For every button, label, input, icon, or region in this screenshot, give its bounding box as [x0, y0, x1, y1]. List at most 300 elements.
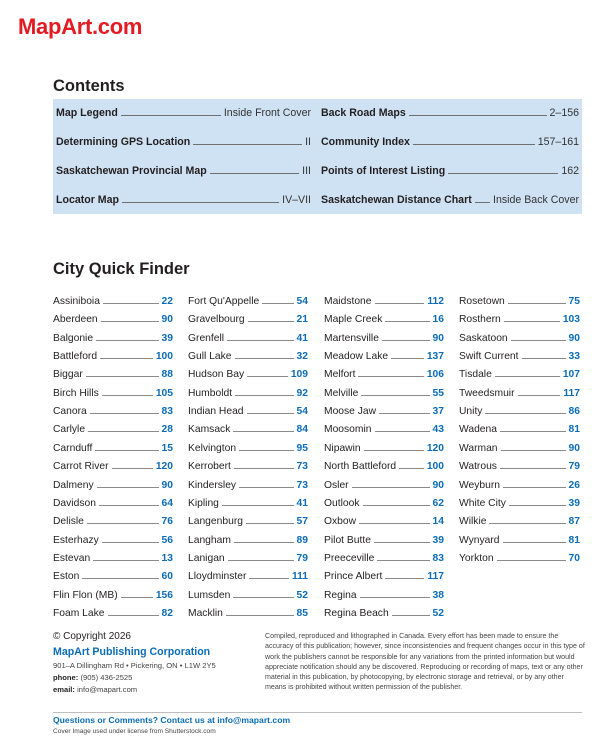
toc-entry[interactable]: [321, 190, 579, 206]
toc-label: Map Legend: [56, 107, 118, 119]
city-name: Lloydminster: [188, 571, 247, 583]
city-name: Nipawin: [324, 442, 361, 454]
leader-line: [448, 173, 558, 174]
city-page-number: 83: [432, 552, 444, 564]
email-address[interactable]: info@mapart.com: [77, 685, 138, 694]
city-entry[interactable]: [324, 601, 444, 619]
city-name: Wadena: [459, 424, 497, 436]
city-name: Moosomin: [324, 424, 372, 436]
leader-line: [121, 597, 153, 598]
city-name: Oxbow: [324, 516, 357, 528]
city-entry[interactable]: [188, 564, 308, 582]
leader-line: [385, 578, 424, 579]
city-page-number: 107: [562, 369, 580, 381]
city-name: Moose Jaw: [324, 406, 377, 418]
city-page-number: 73: [296, 479, 308, 491]
city-name: Flin Flon (MB): [53, 589, 118, 601]
phone-number: (905) 436-2525: [80, 673, 133, 682]
city-entry[interactable]: [188, 491, 308, 509]
leader-line: [97, 487, 159, 488]
city-entry[interactable]: [188, 344, 308, 362]
city-entry[interactable]: [188, 509, 308, 527]
leader-line: [377, 560, 429, 561]
toc-label: Determining GPS Location: [56, 136, 191, 148]
leader-line: [235, 395, 293, 396]
leader-line: [228, 560, 294, 561]
city-page-number: 21: [296, 314, 308, 326]
leader-line: [246, 523, 294, 524]
city-entry[interactable]: [324, 564, 444, 582]
city-entry[interactable]: [324, 344, 444, 362]
city-entry[interactable]: [324, 307, 444, 325]
city-page-number: 85: [296, 607, 308, 619]
city-entry[interactable]: [324, 454, 444, 472]
city-name: Fort Qu'Appelle: [188, 296, 260, 307]
city-page-number: 100: [426, 461, 444, 473]
leader-line: [227, 340, 293, 341]
city-name: Kamsack: [188, 424, 231, 436]
city-entry[interactable]: [459, 546, 580, 564]
city-entry[interactable]: [53, 509, 173, 527]
city-name: Grenfell: [188, 332, 225, 344]
leader-line: [96, 340, 158, 341]
city-entry[interactable]: [459, 399, 580, 417]
city-name: Regina: [324, 589, 357, 601]
city-entry[interactable]: [53, 491, 173, 509]
city-page-number: 87: [568, 516, 580, 528]
city-page-number: 95: [296, 442, 308, 454]
city-entry[interactable]: [188, 436, 308, 454]
city-name: Langham: [188, 534, 231, 546]
leader-line: [509, 505, 566, 506]
city-page-number: 75: [568, 296, 580, 307]
city-page-number: 57: [296, 516, 308, 528]
email-label: email:: [53, 685, 75, 694]
city-entry[interactable]: [188, 473, 308, 491]
city-name: Carrot River: [53, 461, 109, 473]
city-name: Battleford: [53, 351, 98, 363]
city-name: Melville: [324, 387, 359, 399]
city-name: Prince Albert: [324, 571, 383, 583]
toc-page-ref: Inside Front Cover: [223, 107, 311, 119]
city-page-number: 37: [432, 406, 444, 418]
city-page-number: 70: [568, 552, 580, 564]
city-name: Weyburn: [459, 479, 501, 491]
city-entry[interactable]: [188, 362, 308, 380]
leader-line: [392, 615, 430, 616]
leader-line: [226, 615, 294, 616]
city-entry[interactable]: [324, 473, 444, 491]
contact-link[interactable]: Questions or Comments? Contact us at info@mapart.com: [53, 715, 291, 725]
city-name: Biggar: [53, 369, 83, 381]
city-name: Warman: [459, 442, 498, 454]
leader-line: [361, 395, 429, 396]
city-page-number: 62: [432, 497, 444, 509]
leader-line: [233, 431, 293, 432]
city-entry[interactable]: [459, 454, 580, 472]
leader-line: [239, 487, 293, 488]
city-entry[interactable]: [459, 436, 580, 454]
legal-notice: Compiled, reproduced and lithographed in Canada. Every effort has been made to ensure the accuracy of this publication; however, since inconsistencies and frequent changes occur in this type of work the publishers cannot be responsible for any variations from the printed information but would appreciate notification should any be discovered. Reproducing or recording of maps, text or any other material in this publication, by photocopying, by electronic storage and retrieval, or by any other means is prohibited without written permission of the publisher.: [265, 632, 585, 692]
city-entry[interactable]: [188, 528, 308, 546]
city-name: Indian Head: [188, 406, 244, 418]
leader-line: [210, 173, 299, 174]
city-name: Meadow Lake: [324, 351, 389, 363]
city-page-number: 83: [161, 406, 173, 418]
leader-line: [248, 321, 294, 322]
leader-line: [379, 413, 429, 414]
leader-line: [234, 542, 294, 543]
city-page-number: 106: [426, 369, 444, 381]
city-name: Langenburg: [188, 516, 243, 528]
leader-line: [363, 505, 430, 506]
city-name: Wilkie: [459, 516, 487, 528]
leader-line: [485, 413, 565, 414]
city-page-number: 92: [296, 387, 308, 399]
city-name: Canora: [53, 406, 87, 418]
city-entry[interactable]: [459, 528, 580, 546]
city-name: Wynyard: [459, 534, 500, 546]
contents-heading: Contents: [53, 77, 125, 95]
city-entry[interactable]: [53, 546, 173, 564]
city-page-number: 103: [562, 314, 580, 326]
city-entry[interactable]: [188, 381, 308, 399]
leader-line: [503, 542, 566, 543]
city-entry[interactable]: [324, 436, 444, 454]
leader-line: [90, 413, 159, 414]
toc-entry[interactable]: [56, 161, 311, 177]
city-name: Lanigan: [188, 552, 225, 564]
city-page-number: 120: [155, 461, 173, 473]
city-page-number: 33: [568, 351, 580, 363]
city-page-number: 52: [296, 589, 308, 601]
leader-line: [247, 413, 294, 414]
city-page-number: 105: [155, 387, 173, 399]
leader-line: [495, 376, 560, 377]
footer-divider: [53, 712, 582, 713]
city-page-number: 82: [161, 607, 173, 619]
city-name: Foam Lake: [53, 607, 105, 619]
city-page-number: 39: [161, 332, 173, 344]
leader-line: [382, 340, 430, 341]
leader-line: [88, 431, 158, 432]
city-name: Gull Lake: [188, 351, 232, 363]
mapart-logo[interactable]: MapArt.com: [18, 14, 143, 39]
city-name: Dalmeny: [53, 479, 94, 491]
city-page-number: 100: [155, 351, 173, 363]
city-name: Watrous: [459, 461, 497, 473]
city-entry[interactable]: [324, 289, 444, 307]
city-page-number: 90: [161, 479, 173, 491]
city-page-number: 14: [432, 516, 444, 528]
toc-entry[interactable]: [56, 103, 311, 119]
city-entry[interactable]: [459, 326, 580, 344]
city-page-number: 54: [296, 296, 308, 307]
toc-label: Saskatchewan Distance Chart: [321, 194, 472, 206]
leader-line: [409, 115, 547, 116]
city-entry[interactable]: [53, 417, 173, 435]
toc-label: Saskatchewan Provincial Map: [56, 165, 207, 177]
city-entry[interactable]: [53, 583, 173, 601]
leader-line: [374, 542, 430, 543]
city-page-number: 88: [161, 369, 173, 381]
city-page-number: 16: [432, 314, 444, 326]
publisher-email: [53, 685, 137, 694]
toc-label: Back Road Maps: [321, 107, 406, 119]
city-entry[interactable]: [188, 454, 308, 472]
leader-line: [375, 431, 430, 432]
leader-line: [86, 376, 159, 377]
city-entry[interactable]: [324, 417, 444, 435]
toc-entry[interactable]: [56, 190, 311, 206]
leader-line: [239, 450, 293, 451]
city-name: Gravelbourg: [188, 314, 245, 326]
city-page-number: 90: [432, 479, 444, 491]
city-page-number: 117: [563, 387, 580, 399]
leader-line: [375, 303, 425, 304]
city-page-number: 111: [291, 571, 308, 583]
city-name: Maidstone: [324, 296, 372, 307]
city-quick-finder-heading: City Quick Finder: [53, 260, 190, 278]
city-entry[interactable]: [459, 289, 580, 307]
leader-line: [87, 523, 159, 524]
leader-line: [413, 144, 535, 145]
city-name: Esterhazy: [53, 534, 99, 546]
city-page-number: 81: [568, 534, 580, 546]
phone-label: phone:: [53, 673, 79, 682]
city-entry[interactable]: [188, 326, 308, 344]
city-page-number: 117: [427, 571, 444, 583]
city-name: Saskatoon: [459, 332, 508, 344]
city-entry[interactable]: [324, 546, 444, 564]
toc-page-ref: Inside Back Cover: [493, 194, 579, 206]
leader-line: [364, 450, 424, 451]
city-name: Rosthern: [459, 314, 501, 326]
leader-line: [95, 450, 158, 451]
city-entry[interactable]: [53, 381, 173, 399]
city-page-number: 52: [432, 607, 444, 619]
city-name: Kindersley: [188, 479, 237, 491]
city-page-number: 73: [296, 461, 308, 473]
city-page-number: 79: [296, 552, 308, 564]
city-entry[interactable]: [324, 362, 444, 380]
city-name: Swift Current: [459, 351, 519, 363]
publisher-address: 901–A Dillingham Rd • Pickering, ON • L1W 2Y5: [53, 661, 216, 670]
city-page-number: 90: [432, 332, 444, 344]
city-name: Kerrobert: [188, 461, 231, 473]
city-entry[interactable]: [188, 546, 308, 564]
city-name: Yorkton: [459, 552, 494, 564]
city-entry[interactable]: [53, 601, 173, 619]
city-name: Birch Hills: [53, 387, 99, 399]
city-entry[interactable]: [324, 528, 444, 546]
toc-page-ref: 162: [561, 165, 579, 177]
city-name: North Battleford: [324, 461, 397, 473]
city-entry[interactable]: [53, 307, 173, 325]
city-page-number: 90: [568, 332, 580, 344]
city-page-number: 13: [161, 552, 173, 564]
city-name: Estevan: [53, 552, 91, 564]
leader-line: [500, 431, 566, 432]
leader-line: [247, 376, 288, 377]
leader-line: [511, 340, 566, 341]
city-entry[interactable]: [188, 583, 308, 601]
city-page-number: 55: [432, 387, 444, 399]
leader-line: [121, 115, 221, 116]
toc-page-ref: III: [302, 165, 311, 177]
city-name: Pilot Butte: [324, 534, 371, 546]
leader-line: [475, 202, 490, 203]
leader-line: [391, 358, 424, 359]
leader-line: [103, 303, 159, 304]
city-entry[interactable]: [459, 307, 580, 325]
city-entry[interactable]: [53, 528, 173, 546]
toc-page-ref: 2–156: [549, 107, 579, 119]
leader-line: [500, 468, 566, 469]
city-name: Unity: [459, 406, 483, 418]
city-name: Regina Beach: [324, 607, 389, 619]
city-name: Maple Creek: [324, 314, 383, 326]
leader-line: [359, 523, 429, 524]
city-name: Davidson: [53, 497, 96, 509]
city-name: Carlyle: [53, 424, 86, 436]
city-entry[interactable]: [459, 381, 580, 399]
leader-line: [501, 450, 566, 451]
leader-line: [233, 597, 293, 598]
leader-line: [193, 144, 302, 145]
city-entry[interactable]: [459, 417, 580, 435]
city-entry[interactable]: [53, 454, 173, 472]
publisher-phone: [53, 673, 132, 682]
leader-line: [522, 358, 566, 359]
city-page-number: 41: [296, 497, 308, 509]
city-entry[interactable]: [324, 509, 444, 527]
leader-line: [222, 505, 294, 506]
leader-line: [108, 615, 159, 616]
city-page-number: 90: [568, 442, 580, 454]
city-name: Outlook: [324, 497, 360, 509]
city-name: Carnduff: [53, 442, 93, 454]
city-name: Balgonie: [53, 332, 94, 344]
toc-entry[interactable]: [321, 161, 579, 177]
city-entry[interactable]: [459, 473, 580, 491]
city-entry[interactable]: [53, 344, 173, 362]
leader-line: [360, 597, 430, 598]
city-entry[interactable]: [324, 399, 444, 417]
city-page-number: 109: [290, 369, 308, 381]
toc-label: Locator Map: [56, 194, 119, 206]
toc-entry[interactable]: [321, 132, 579, 148]
city-page-number: 41: [296, 332, 308, 344]
city-entry[interactable]: [53, 473, 173, 491]
toc-entry[interactable]: [321, 103, 579, 119]
publisher-name: MapArt Publishing Corporation: [53, 646, 211, 658]
city-entry[interactable]: [188, 289, 308, 307]
city-entry[interactable]: [53, 289, 173, 307]
leader-line: [82, 578, 158, 579]
city-entry[interactable]: [324, 583, 444, 601]
city-entry[interactable]: [53, 399, 173, 417]
city-entry[interactable]: [459, 344, 580, 362]
city-entry[interactable]: [188, 307, 308, 325]
city-page-number: 15: [161, 442, 173, 454]
leader-line: [101, 321, 159, 322]
city-entry[interactable]: [53, 362, 173, 380]
leader-line: [234, 468, 294, 469]
city-entry[interactable]: [324, 491, 444, 509]
leader-line: [508, 303, 566, 304]
leader-line: [235, 358, 294, 359]
city-entry[interactable]: [324, 326, 444, 344]
city-name: Kipling: [188, 497, 219, 509]
city-page-number: 32: [296, 351, 308, 363]
leader-line: [122, 202, 279, 203]
toc-label: Points of Interest Listing: [321, 165, 446, 177]
city-entry[interactable]: [188, 399, 308, 417]
city-entry[interactable]: [188, 601, 308, 619]
city-page-number: 86: [568, 406, 580, 418]
city-page-number: 81: [568, 424, 580, 436]
toc-page-ref: IV–VII: [282, 194, 311, 206]
city-page-number: 54: [296, 406, 308, 418]
city-page-number: 28: [161, 424, 173, 436]
city-name: Eston: [53, 571, 80, 583]
city-entry[interactable]: [459, 509, 580, 527]
city-entry[interactable]: [53, 326, 173, 344]
toc-page-ref: II: [305, 136, 311, 148]
leader-line: [102, 542, 159, 543]
leader-line: [497, 560, 566, 561]
city-page-number: 76: [161, 516, 173, 528]
leader-line: [385, 321, 429, 322]
leader-line: [262, 303, 293, 304]
contents-box: [53, 99, 582, 214]
leader-line: [100, 358, 153, 359]
city-entry[interactable]: [459, 362, 580, 380]
city-name: Lumsden: [188, 589, 231, 601]
leader-line: [112, 468, 153, 469]
city-page-number: 79: [568, 461, 580, 473]
city-entry[interactable]: [324, 381, 444, 399]
city-name: Delisle: [53, 516, 84, 528]
leader-line: [358, 376, 423, 377]
leader-line: [249, 578, 289, 579]
city-name: Martensville: [324, 332, 379, 344]
city-name: Aberdeen: [53, 314, 98, 326]
city-name: Rosetown: [459, 296, 505, 307]
city-entry[interactable]: [53, 436, 173, 454]
toc-entry[interactable]: [56, 132, 311, 148]
city-name: White City: [459, 497, 506, 509]
leader-line: [93, 560, 158, 561]
city-page-number: 112: [427, 296, 444, 307]
leader-line: [489, 523, 565, 524]
city-entry[interactable]: [459, 491, 580, 509]
city-name: Preeceville: [324, 552, 375, 564]
city-entry[interactable]: [188, 417, 308, 435]
city-page-number: 120: [426, 442, 444, 454]
city-name: Tweedsmuir: [459, 387, 515, 399]
city-page-number: 38: [432, 589, 444, 601]
city-name: Tisdale: [459, 369, 492, 381]
city-name: Melfort: [324, 369, 356, 381]
city-page-number: 22: [161, 296, 173, 307]
city-entry[interactable]: [53, 564, 173, 582]
leader-line: [99, 505, 159, 506]
city-name: Osler: [324, 479, 349, 491]
city-name: Kelvington: [188, 442, 237, 454]
city-page-number: 60: [161, 571, 173, 583]
